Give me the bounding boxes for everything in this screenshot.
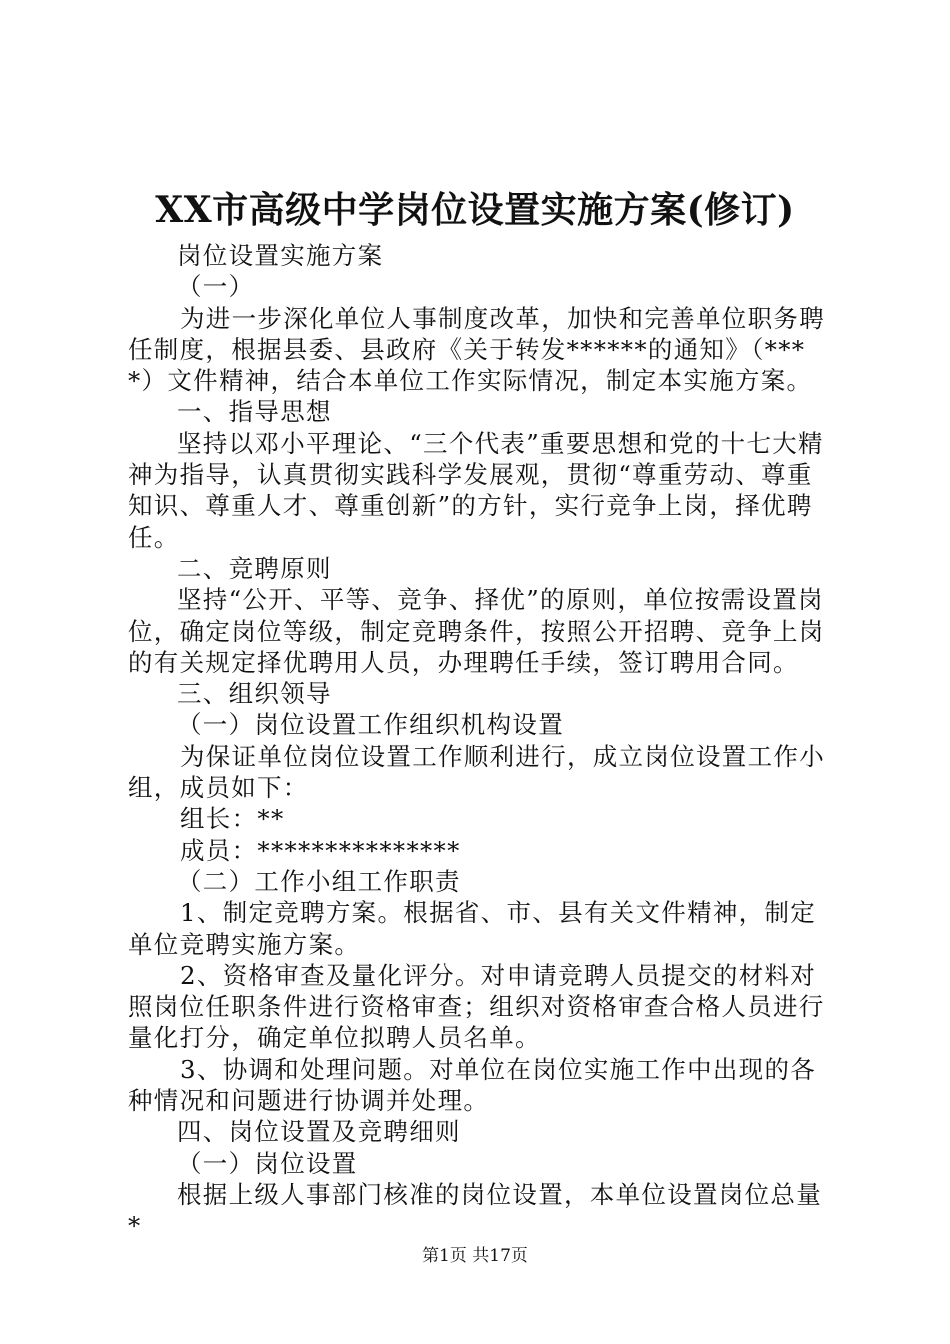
paragraph: 成员：*************** <box>180 835 461 865</box>
paragraph: 坚持“公开、平等、竞争、择优”的原则，单位按需设置岗位，确定岗位等级，制定竞聘条件，按照公开招聘、竞争上岗的有关规定择优聘用人员，办理聘任手续，签订聘用合同。 <box>128 585 825 677</box>
document-body <box>128 240 832 1242</box>
subsection-heading: （二）工作小组工作职责 <box>177 866 461 896</box>
paragraph: 3、协调和处理问题。对单位在岗位实施工作中出现的各种情况和问题进行协调并处理。 <box>128 1054 817 1116</box>
subsection-heading: （一）岗位设置 <box>177 1148 358 1178</box>
paragraph: 根据上级人事部门核准的岗位设置，本单位设置岗位总量* <box>128 1179 822 1241</box>
section-heading: 四、岗位设置及竞聘细则 <box>177 1117 461 1147</box>
paragraph: 2、资格审查及量化评分。对申请竞聘人员提交的材料对照岗位任职条件进行资格审查；组织对资格审查合格人员进行量化打分，确定单位拟聘人员名单。 <box>128 960 825 1053</box>
paragraph: （一） <box>177 272 255 302</box>
paragraph: 为保证单位岗位设置工作顺利进行，成立岗位设置工作小组，成员如下： <box>128 741 825 803</box>
section-heading: 三、组织领导 <box>177 679 332 709</box>
section-heading: 二、竞聘原则 <box>177 553 332 583</box>
paragraph: 1、制定竞聘方案。根据省、市、县有关文件精神，制定单位竞聘实施方案。 <box>128 898 817 959</box>
paragraph: 为进一步深化单位人事制度改革，加快和完善单位职务聘任制度，根据县委、县政府《关于转发******的通知》（****）文件精神，结合本单位工作实际情况，制定本实施方案。 <box>128 303 825 396</box>
paragraph: 组长：** <box>180 804 285 834</box>
subsection-heading: （一）岗位设置工作组织机构设置 <box>177 710 564 740</box>
section-heading: 一、指导思想 <box>177 397 332 427</box>
paragraph: 岗位设置实施方案 <box>177 241 384 270</box>
page-footer: 第1页 共17页 <box>422 1246 528 1266</box>
paragraph: 坚持以邓小平理论、“三个代表”重要思想和党的十七大精神为指导，认真贯彻实践科学发展观，贯彻“尊重劳动、尊重知识、尊重人才、尊重创新”的方针，实行竞争上岗，择优聘任。 <box>128 428 824 552</box>
document-title: XX市高级中学岗位设置实施方案(修订) <box>155 189 795 231</box>
